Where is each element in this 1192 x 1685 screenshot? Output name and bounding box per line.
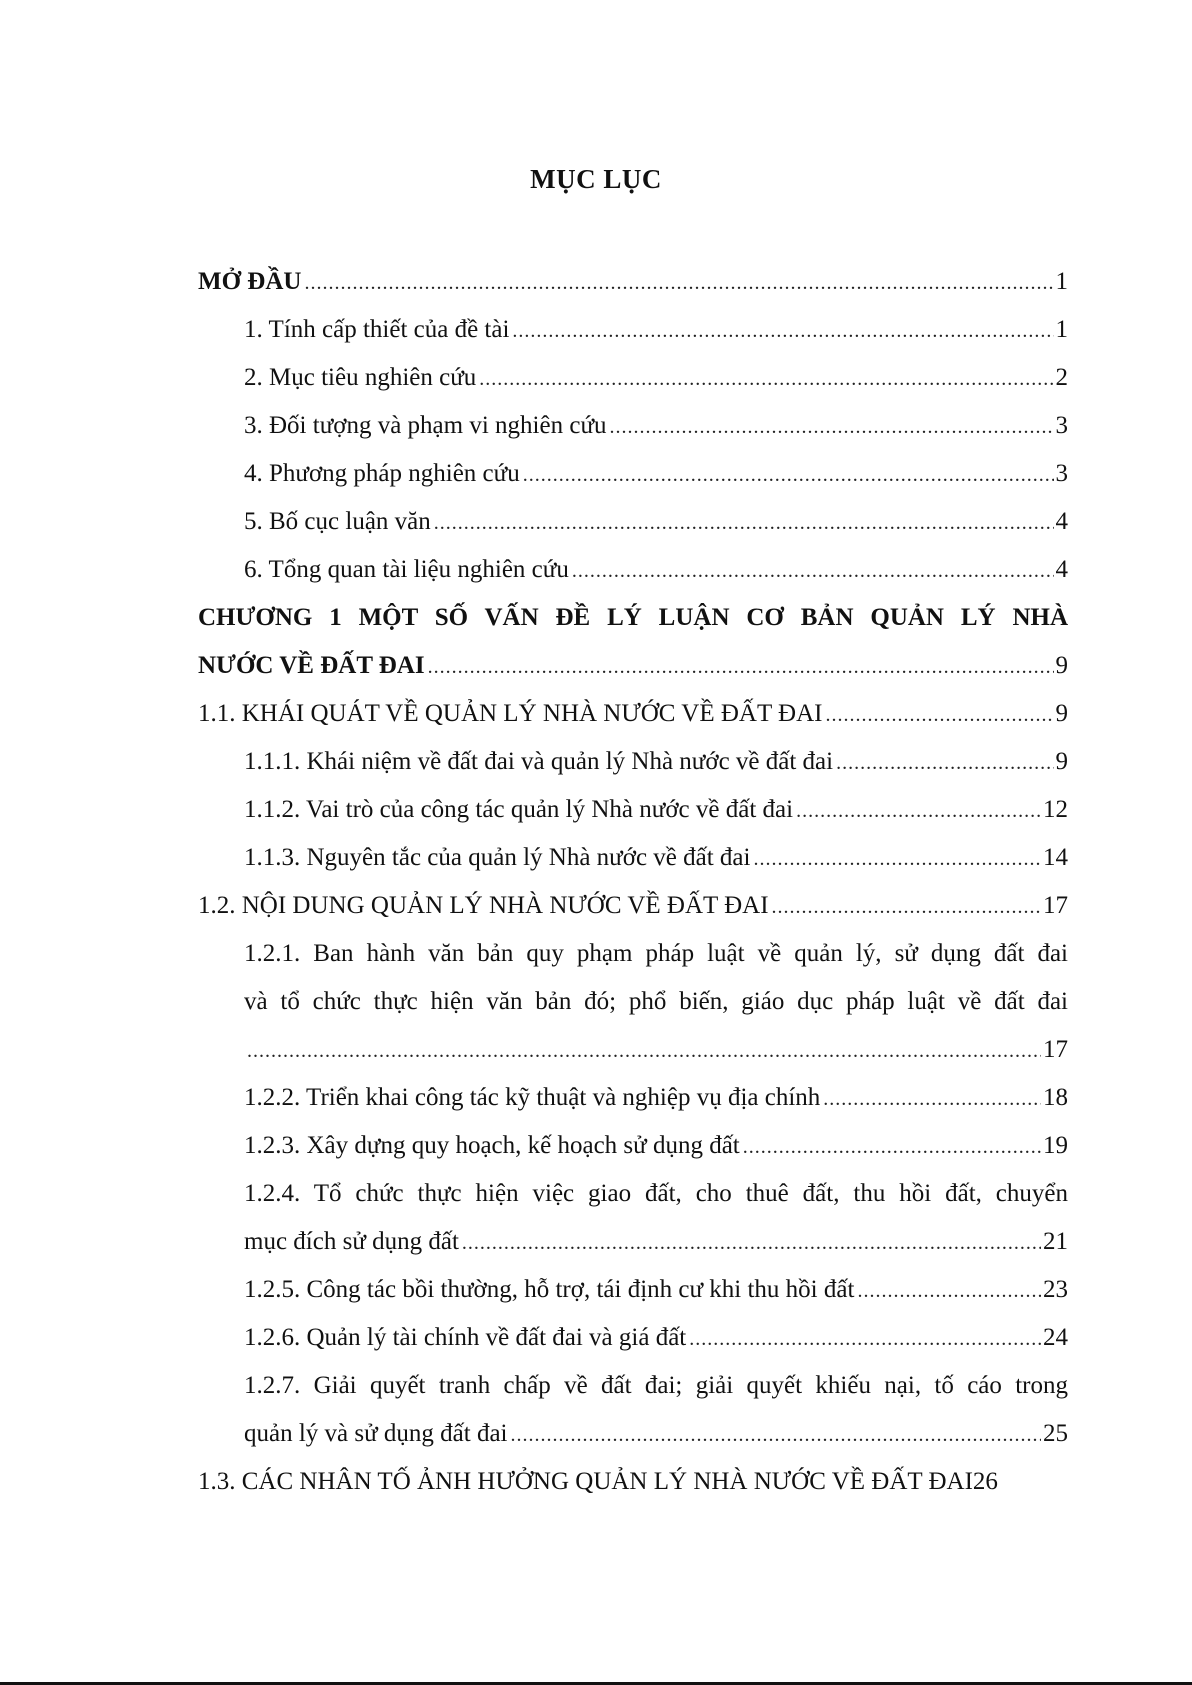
toc-entry-label: 1.2.3. Xây dựng quy hoạch, kế hoạch sử dụng đất [244,1132,740,1159]
toc-entry[interactable] [198,1266,1068,1314]
toc-entry-label: 2. Mục tiêu nghiên cứu [244,364,477,391]
toc-leader-dots [304,259,1053,307]
toc-leader-dots [689,1315,1041,1363]
toc-entry[interactable] [198,1074,1068,1122]
toc-leader-dots [796,787,1041,835]
page-title: MỤC LỤC [530,164,662,194]
toc-page-number: 18 [1043,1084,1068,1111]
toc-entry[interactable] [198,1362,1068,1458]
toc-entry[interactable] [198,1122,1068,1170]
toc-entry[interactable] [198,738,1068,786]
toc-entry-label: 1.2.6. Quản lý tài chính về đất đai và giá đất [244,1324,687,1351]
toc-entry[interactable] [198,498,1068,546]
toc-entry-label: 3. Đối tượng và phạm vi nghiên cứu [244,412,607,439]
toc-entry-label: MỞ ĐẦU [198,268,302,295]
toc-page-number: 17 [1043,1036,1068,1063]
toc-leader-dots [511,1411,1041,1459]
toc-entry-line [198,1458,1068,1506]
toc-leader-dots [857,1267,1041,1315]
toc-entry-line [244,402,1068,450]
toc-entry-text-line: 1.2.4. Tổ chức thực hiện việc giao đất, cho thuê đất, thu hồi đất, chuyển [244,1180,1068,1207]
toc-page-number: 2 [1055,364,1068,391]
toc-page-number: 1 [1055,268,1068,295]
toc-page-number: 25 [1043,1420,1068,1447]
toc-leader-dots [523,451,1054,499]
toc-page-number: 24 [1043,1324,1068,1351]
toc-leader-dots [434,499,1054,547]
toc-entry-label: 1.2.5. Công tác bồi thường, hỗ trợ, tái định cư khi thu hồi đất [244,1276,855,1303]
toc-entry[interactable] [198,690,1068,738]
toc-entry[interactable] [198,1458,1068,1506]
toc-entry[interactable] [198,834,1068,882]
toc-page-number: 9 [1055,748,1068,775]
toc-leader-dots [772,883,1041,931]
toc-page-number: 4 [1055,508,1068,535]
toc-entry-line [244,834,1068,882]
toc-page-number: 4 [1055,556,1068,583]
toc-page-number: 3 [1055,412,1068,439]
toc-entry-text-line: và tổ chức thực hiện văn bản đó; phổ biến, giáo dục pháp luật về đất đai [244,988,1068,1015]
toc-leader-dots [479,355,1053,403]
toc-page-number: 14 [1043,844,1068,871]
toc-page-number: 19 [1043,1132,1068,1159]
toc-entry-label: 1.2. NỘI DUNG QUẢN LÝ NHÀ NƯỚC VỀ ĐẤT ĐAI [198,892,769,919]
toc-entry-label: 5. Bố cục luận văn [244,508,431,535]
toc-entry-label: mục đích sử dụng đất [244,1228,459,1255]
toc-leader-dots [753,835,1041,883]
toc-entry-line [244,546,1068,594]
toc-entry-label: 1.3. CÁC NHÂN TỐ ẢNH HƯỞNG QUẢN LÝ NHÀ NƯỚC VỀ ĐẤT ĐAI [198,1468,973,1495]
toc-page-number: 21 [1043,1228,1068,1255]
toc-entry-line [244,450,1068,498]
toc-entry-line [244,786,1068,834]
toc-entry-text-line: CHƯƠNG 1 MỘT SỐ VẤN ĐỀ LÝ LUẬN CƠ BẢN QUẢN LÝ NHÀ [198,604,1068,631]
toc-leader-dots [428,643,1054,691]
toc-entry[interactable] [198,258,1068,306]
toc-entry-label: 1.1.3. Nguyên tắc của quản lý Nhà nước về đất đai [244,844,751,871]
toc-entry-text-line: 1.2.1. Ban hành văn bản quy phạm pháp luật về quản lý, sử dụng đất đai [244,940,1068,967]
toc-entry[interactable] [198,594,1068,690]
toc-entry-line [198,882,1068,930]
toc-entry[interactable] [198,546,1068,594]
toc-leader-dots [462,1219,1041,1267]
toc-leader-dots [512,307,1053,355]
toc-page-number: 9 [1055,652,1068,679]
toc-page-number: 17 [1043,892,1068,919]
toc-entry[interactable] [198,786,1068,834]
toc-entry-label: 4. Phương pháp nghiên cứu [244,460,520,487]
toc-entry-line [244,1266,1068,1314]
toc-page-number: 23 [1043,1276,1068,1303]
toc-entry[interactable] [198,354,1068,402]
toc-leader-dots [836,739,1053,787]
toc-page-number: 12 [1043,796,1068,823]
toc-entry[interactable] [198,882,1068,930]
toc-entry-line [244,1026,1068,1074]
toc-entry-line [198,690,1068,738]
toc-entry-line [244,306,1068,354]
toc-entry-line [244,498,1068,546]
toc-entry-label: 6. Tổng quan tài liệu nghiên cứu [244,556,569,583]
toc-entry-label: 1.2.2. Triển khai công tác kỹ thuật và nghiệp vụ địa chính [244,1084,821,1111]
toc-entry[interactable] [198,1314,1068,1362]
toc-entry-line [244,354,1068,402]
toc-entry-label: quản lý và sử dụng đất đai [244,1420,508,1447]
toc-page-number: 3 [1055,460,1068,487]
toc-entry-label: 1.1.1. Khái niệm về đất đai và quản lý Nhà nước về đất đai [244,748,834,775]
toc-entry[interactable] [198,402,1068,450]
toc-leader-dots [572,547,1054,595]
toc-entry-line [198,258,1068,306]
toc-entry-label: NƯỚC VỀ ĐẤT ĐAI [198,652,425,679]
toc-entry-line [244,1314,1068,1362]
toc-entry[interactable] [198,306,1068,354]
toc-leader-dots [825,691,1053,739]
toc-entry-line [244,738,1068,786]
toc-leader-dots [247,1027,1041,1075]
toc-leader-dots [743,1123,1041,1171]
toc-page-number: 1 [1055,316,1068,343]
table-of-contents [198,258,1068,1506]
toc-entry[interactable] [198,930,1068,1074]
toc-entry-label: 1.1.2. Vai trò của công tác quản lý Nhà nước về đất đai [244,796,794,823]
toc-page-number: 26 [972,1468,998,1495]
toc-entry-label: 1. Tính cấp thiết của đề tài [244,316,510,343]
toc-entry-text-line: 1.2.7. Giải quyết tranh chấp về đất đai; giải quyết khiếu nại, tố cáo trong [244,1372,1068,1399]
toc-entry-line [244,1218,1068,1266]
toc-entry-line [198,642,1068,690]
toc-entry[interactable] [198,450,1068,498]
toc-page-number: 9 [1055,700,1068,727]
toc-entry[interactable] [198,1170,1068,1266]
toc-entry-line [244,1074,1068,1122]
toc-entry-line [244,1410,1068,1458]
toc-entry-line [244,1122,1068,1170]
toc-leader-dots [823,1075,1041,1123]
toc-entry-label: 1.1. KHÁI QUÁT VỀ QUẢN LÝ NHÀ NƯỚC VỀ ĐẤT ĐAI [198,700,823,727]
toc-leader-dots [610,403,1054,451]
